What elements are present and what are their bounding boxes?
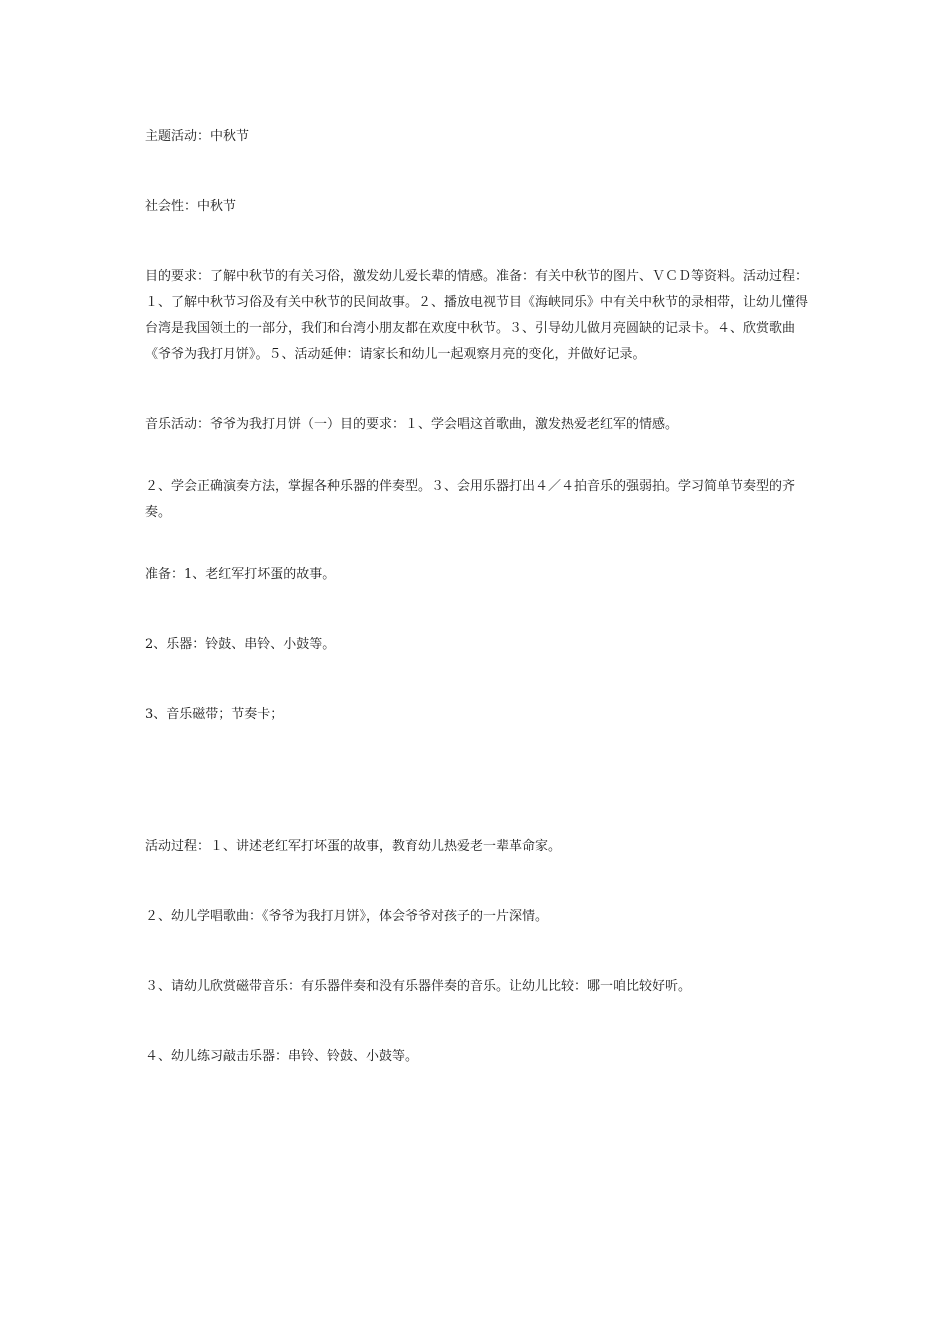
- document-body: [145, 124, 815, 1070]
- music-activity-intro: 音乐活动：爷爷为我打月饼（一）目的要求：１、学会唱这首歌曲，激发热爱老红军的情感。: [145, 417, 679, 432]
- process-step-1: 活动过程：１、讲述老红军打坏蛋的故事，教育幼儿热爱老一辈革命家。: [145, 839, 562, 854]
- music-activity-goals: ２、学会正确演奏方法，掌握各种乐器的伴奏型。３、会用乐器打出４／４拍音乐的强弱拍。学习简单节奏型的齐奏。: [145, 479, 796, 520]
- preparation-item-3: 3、音乐磁带；节奏卡；: [145, 707, 284, 722]
- preparation-item-2: 2、乐器：铃鼓、串铃、小鼓等。: [145, 637, 336, 652]
- theme-heading: 主题活动：中秋节: [145, 129, 250, 144]
- process-step-3: ３、请幼儿欣赏磁带音乐：有乐器伴奏和没有乐器伴奏的音乐。让幼儿比较：哪一咱比较好听。: [145, 979, 692, 994]
- social-heading: 社会性：中秋节: [145, 199, 237, 214]
- social-activity-paragraph: 目的要求：了解中秋节的有关习俗，激发幼儿爱长辈的情感。准备：有关中秋节的图片、ＶＣＤ等资料。活动过程：１、了解中秋节习俗及有关中秋节的民间故事。２、播放电视节目《海峡同乐》中有关中秋节的录相带，让幼儿懂得台湾是我国领土的一部分，我们和台湾小朋友都在欢度中秋节。３、引导幼儿做月亮圆缺的记录卡。４、欣赏歌曲《爷爷为我打月饼》。５、活动延伸：请家长和幼儿一起观察月亮的变化，并做好记录。: [145, 269, 809, 362]
- process-step-2: ２、幼儿学唱歌曲：《爷爷为我打月饼》，体会爷爷对孩子的一片深情。: [145, 909, 549, 924]
- process-step-4: ４、幼儿练习敲击乐器：串铃、铃鼓、小鼓等。: [145, 1049, 419, 1064]
- preparation-item-1: 准备：1、老红军打坏蛋的故事。: [145, 567, 336, 582]
